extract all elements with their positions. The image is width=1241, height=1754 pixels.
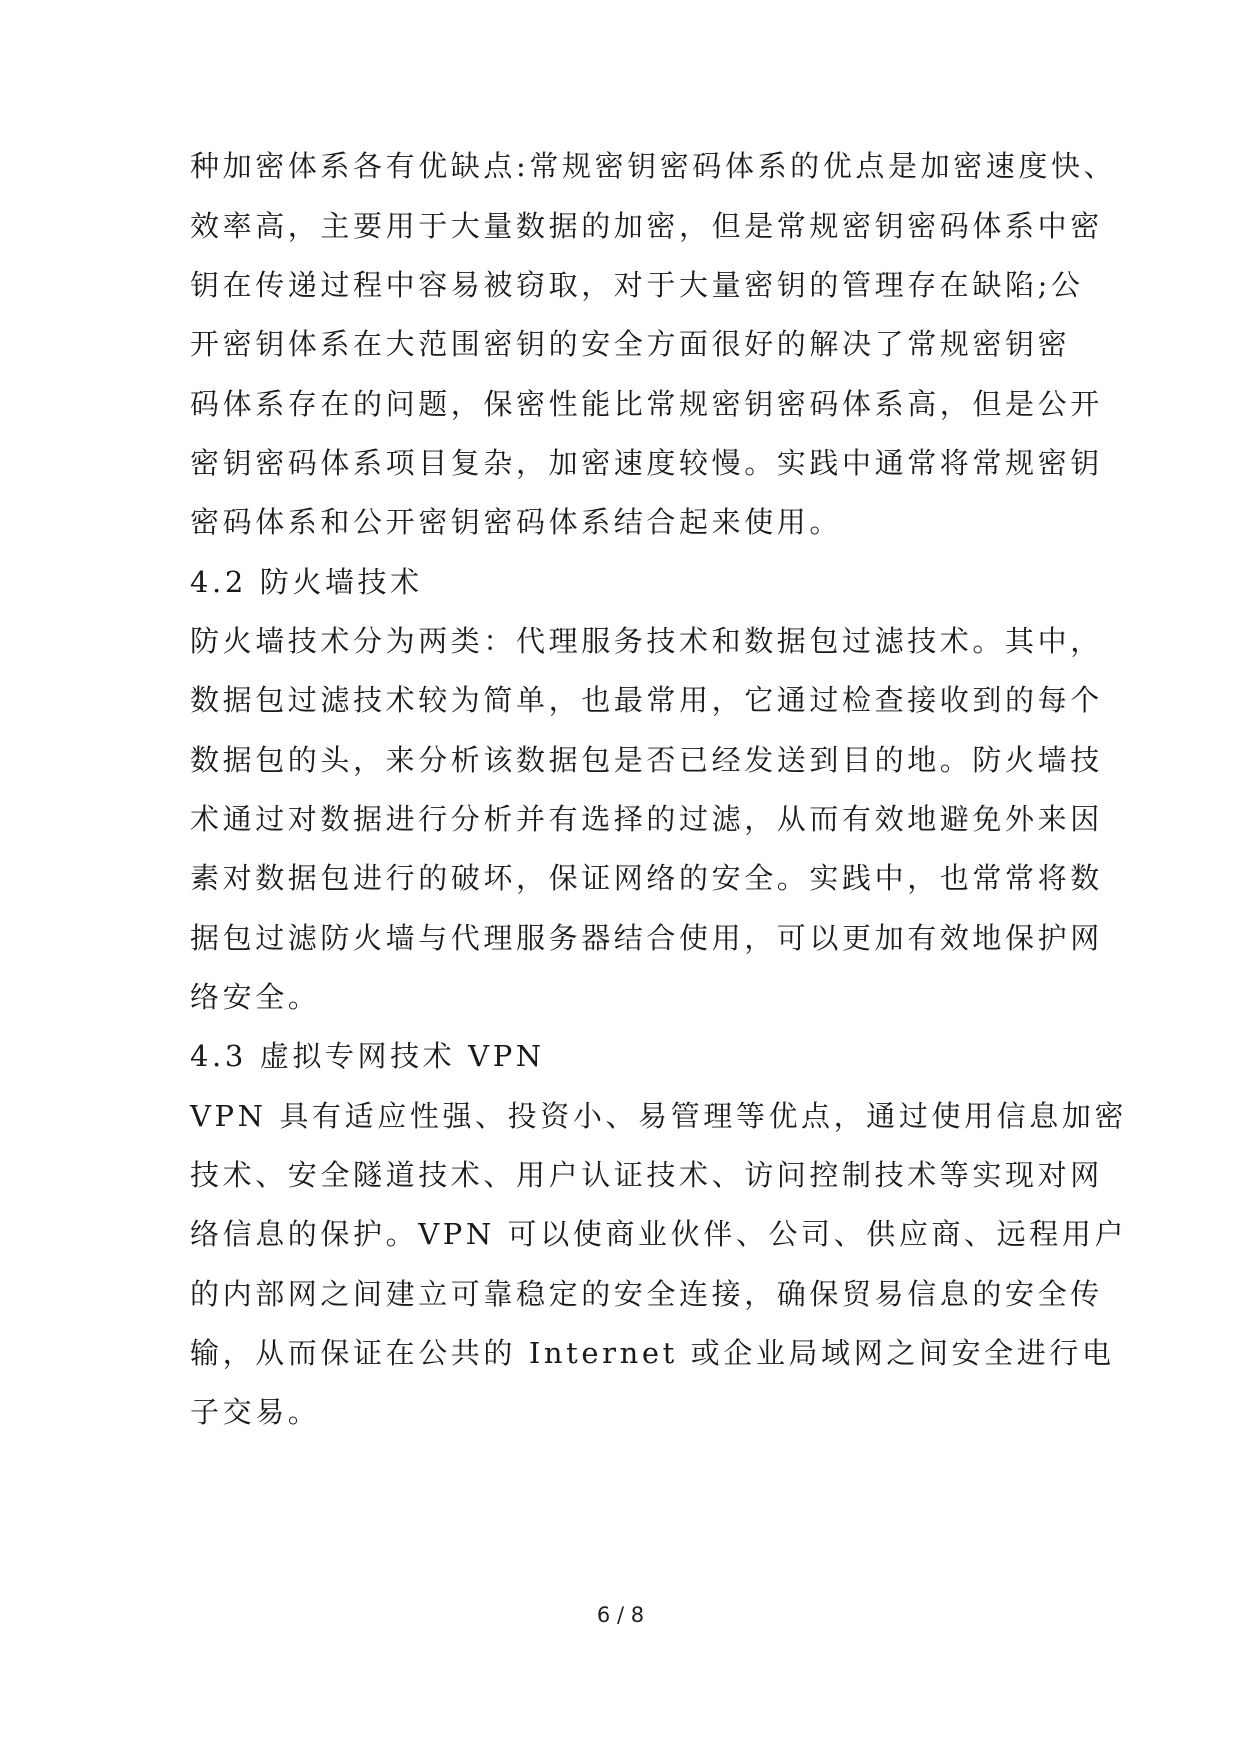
text-line: 络安全。	[190, 980, 321, 1014]
text-line: 钥在传递过程中容易被窃取，对于大量密钥的管理存在缺陷;公	[190, 268, 1084, 302]
text-line: 密钥密码体系项目复杂，加密速度较慢。实践中通常将常规密钥	[190, 446, 1103, 480]
section-heading-vpn: 4.3 虚拟专网技术 VPN	[190, 1039, 545, 1073]
text-line: 输，从而保证在公共的 Internet 或企业局域网之间安全进行电	[190, 1336, 1115, 1370]
text-line: 素对数据包进行的破坏，保证网络的安全。实践中，也常常将数	[190, 861, 1103, 895]
text-line: 络信息的保护。VPN 可以使商业伙伴、公司、供应商、远程用户	[190, 1217, 1128, 1251]
text-line: 技术、安全隧道技术、用户认证技术、访问控制技术等实现对网	[190, 1158, 1103, 1192]
text-line: 的内部网之间建立可靠稳定的安全连接，确保贸易信息的安全传	[190, 1277, 1103, 1311]
text-line: 码体系存在的问题，保密性能比常规密钥密码体系高，但是公开	[190, 387, 1103, 421]
section-heading-firewall: 4.2 防火墙技术	[190, 565, 423, 599]
text-line: 子交易。	[190, 1395, 321, 1429]
text-line: 数据包过滤技术较为简单，也最常用，它通过检查接收到的每个	[190, 683, 1103, 717]
text-line: 密码体系和公开密钥密码体系结合起来使用。	[190, 505, 843, 539]
text-line: 种加密体系各有优缺点:常规密钥密码体系的优点是加密速度快、	[190, 149, 1117, 183]
text-line: 据包过滤防火墙与代理服务器结合使用，可以更加有效地保护网	[190, 921, 1103, 955]
page-number: 6 / 8	[596, 1603, 645, 1627]
text-line: 术通过对数据进行分析并有选择的过滤，从而有效地避免外来因	[190, 802, 1103, 836]
text-line: VPN 具有适应性强、投资小、易管理等优点，通过使用信息加密	[190, 1099, 1128, 1133]
text-line: 防火墙技术分为两类：代理服务技术和数据包过滤技术。其中，	[190, 624, 1103, 658]
text-line: 数据包的头，来分析该数据包是否已经发送到目的地。防火墙技	[190, 743, 1103, 777]
text-line: 效率高，主要用于大量数据的加密，但是常规密钥密码体系中密	[190, 209, 1103, 243]
text-line: 开密钥体系在大范围密钥的安全方面很好的解决了常规密钥密	[190, 327, 1071, 361]
